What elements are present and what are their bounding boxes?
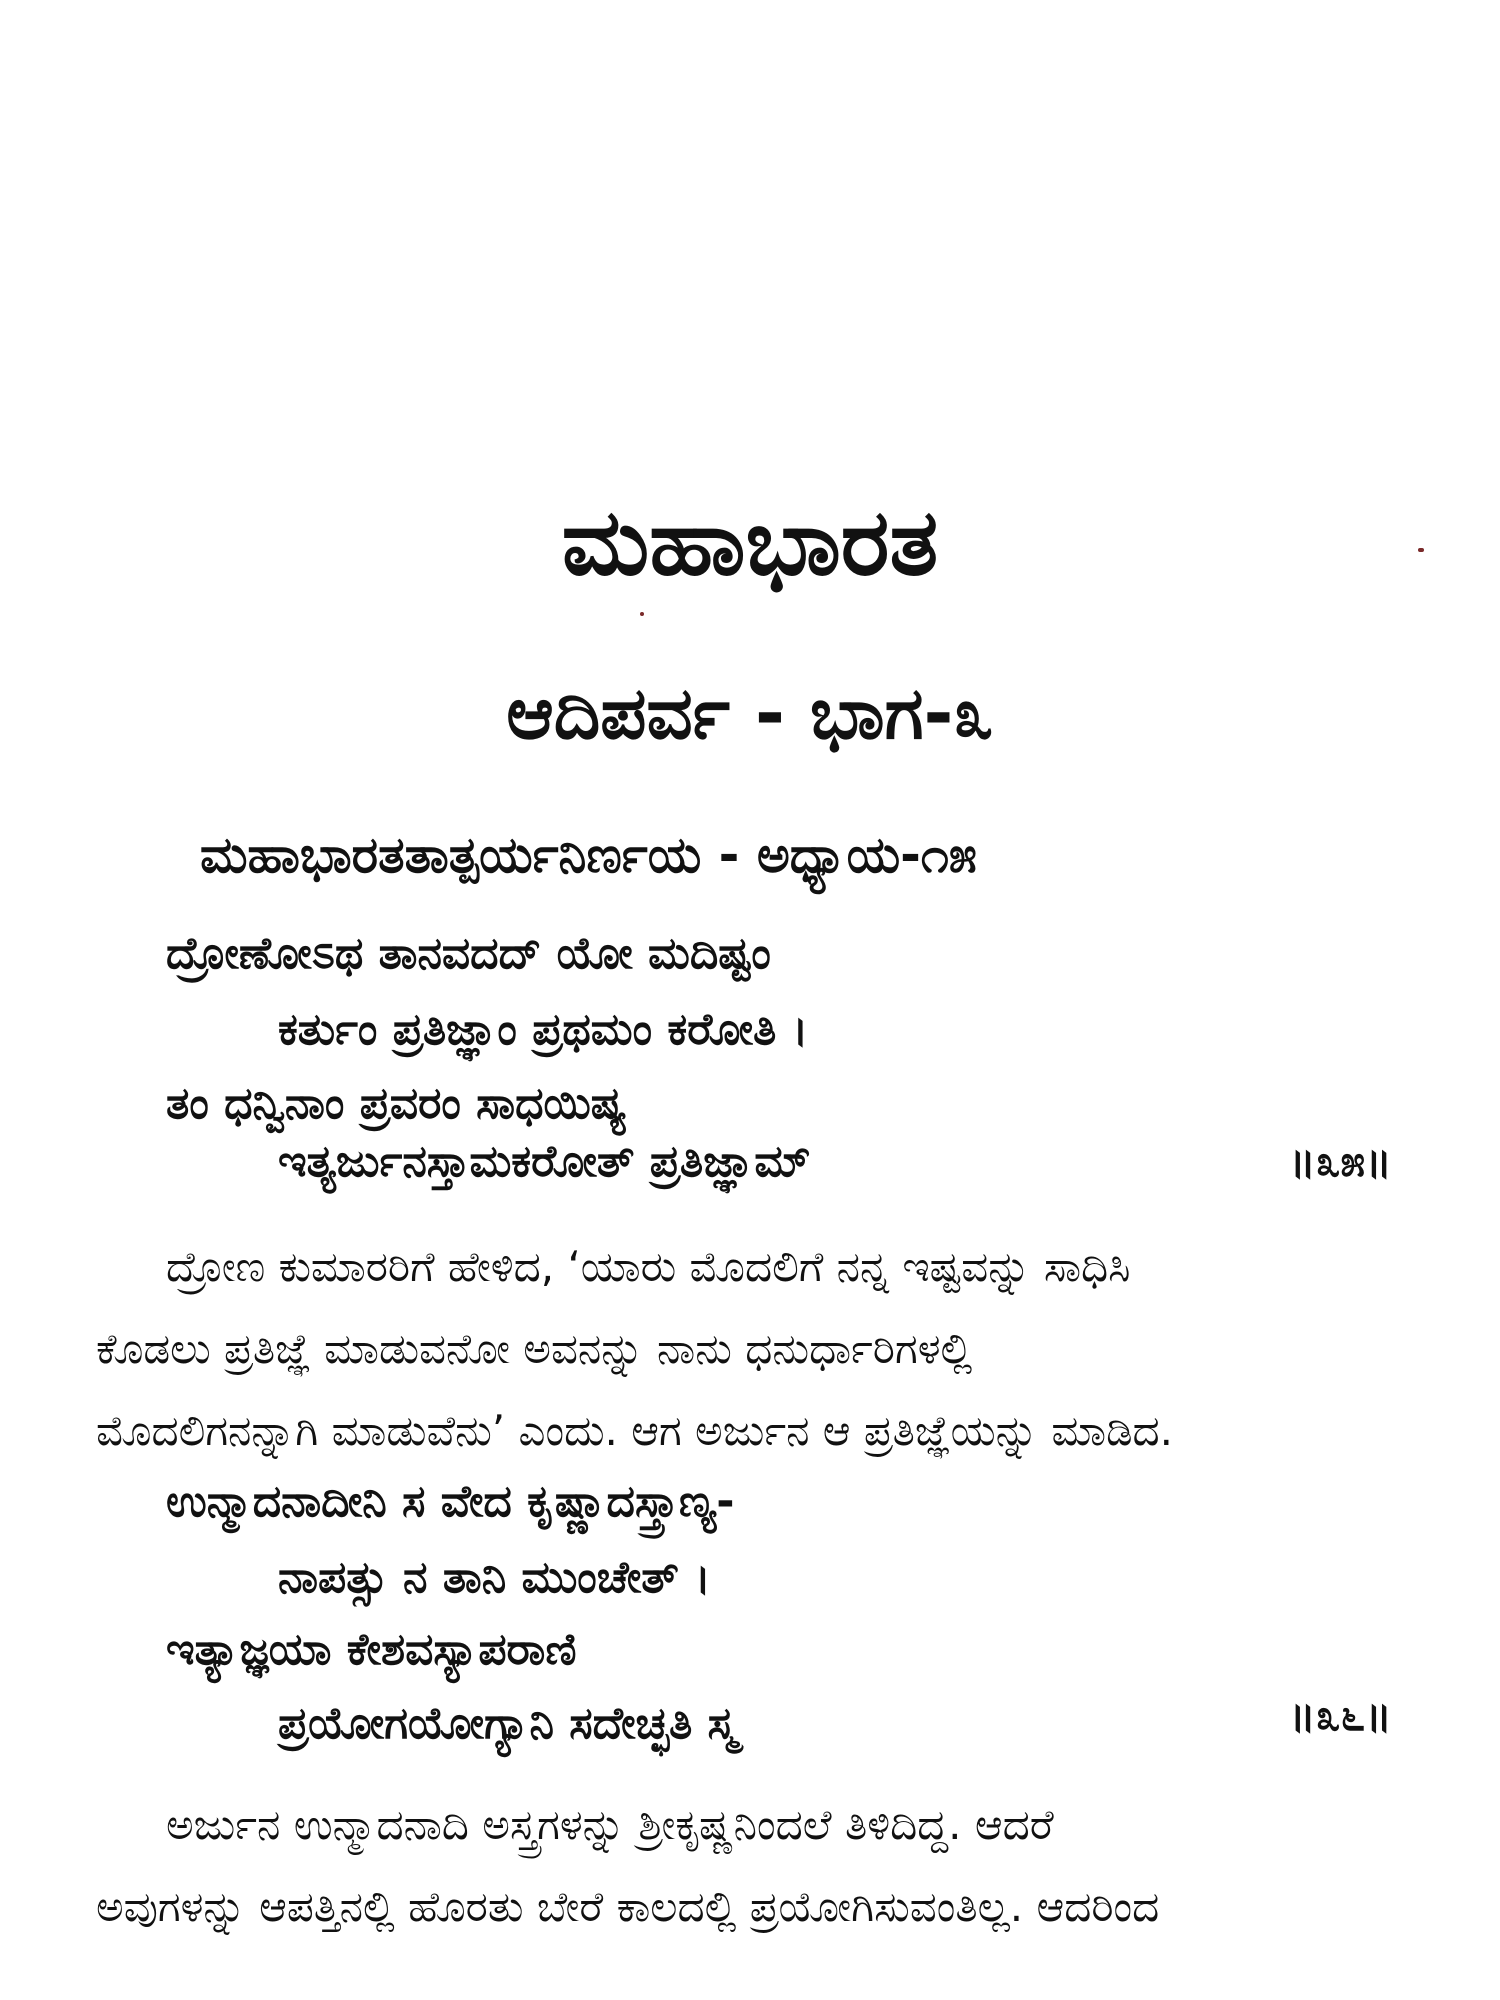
commentary-paragraph (96, 1226, 1406, 1472)
paragraph-line: ದ್ರೋಣ ಕುಮಾರರಿಗೆ ಹೇಳಿದ, ‘ಯಾರು ಮೊದಲಿಗೆ ನನ್ನ ಇಷ್ಟವನ್ನು ಸಾಧಿಸಿ (166, 1242, 1131, 1291)
commentary-paragraph (96, 1784, 1406, 1948)
verse-line: ಉನ್ಮಾದನಾದೀನಿ ಸ ವೇದ ಕೃಷ್ಣಾದಸ್ತ್ರಾಣ್ಯ- (166, 1476, 735, 1527)
verse-line: ತಂ ಧನ್ವಿನಾಂ ಪ್ರವರಂ ಸಾಧಯಿಷ್ಯ (166, 1078, 627, 1129)
paragraph-line: ಮೊದಲಿಗನನ್ನಾಗಿ ಮಾಡುವೆನು’ ಎಂದು. ಆಗ ಅರ್ಜುನ ಆ ಪ್ರತಿಜ್ಞೆಯನ್ನು ಮಾಡಿದ. (96, 1406, 1174, 1455)
ink-speck (640, 612, 644, 616)
verse-line: ಇತ್ಯಾಜ್ಞಯಾ ಕೇಶವಸ್ಯಾಪರಾಣಿ (166, 1624, 577, 1675)
verse-line: ನಾಪತ್ಸು ನ ತಾನಿ ಮುಂಚೇತ್ । (278, 1552, 711, 1603)
verse-number: ॥೩೬॥ (1289, 1690, 1392, 1741)
verse-line: ದ್ರೋಣೋಽಥ ತಾನವದದ್ ಯೋ ಮದಿಷ್ಟಂ (166, 928, 771, 979)
verse-number: ॥೩೫॥ (1289, 1136, 1392, 1187)
verse-line: ಕರ್ತುಂ ಪ್ರತಿಜ್ಞಾಂ ಪ್ರಥಮಂ ಕರೋತಿ । (278, 1004, 809, 1055)
paragraph-line: ಅರ್ಜುನ ಉನ್ಮಾದನಾದಿ ಅಸ್ತ್ರಗಳನ್ನು ಶ್ರೀಕೃಷ್ಣನಿಂದಲೆ ತಿಳಿದಿದ್ದ. ಆದರೆ (166, 1800, 1054, 1849)
verse-line: ಇತ್ಯರ್ಜುನಸ್ತಾಮಕರೋತ್ ಪ್ರತಿಜ್ಞಾಮ್ (278, 1136, 811, 1187)
paragraph-line: ಅವುಗಳನ್ನು ಆಪತ್ತಿನಲ್ಲಿ ಹೊರತು ಬೇರೆ ಕಾಲದಲ್ಲಿ ಪ್ರಯೋಗಿಸುವಂತಿಲ್ಲ. ಆದರಿಂದ (96, 1882, 1160, 1931)
verse-line: ಪ್ರಯೋಗಯೋಗ್ಯಾನಿ ಸದೇಚ್ಛತಿ ಸ್ಮ (278, 1698, 737, 1749)
book-subtitle: ಆದಿಪರ್ವ - ಭಾಗ-೩ (506, 671, 994, 755)
chapter-heading: ಮಹಾಭಾರತತಾತ್ಪರ್ಯನಿರ್ಣಯ - ಅಧ್ಯಾಯ-೧೫ (200, 826, 977, 884)
book-title: ಮಹಾಭಾರತ (561, 489, 939, 596)
paragraph-line: ಕೊಡಲು ಪ್ರತಿಜ್ಞೆ ಮಾಡುವನೋ ಅವನನ್ನು ನಾನು ಧನುರ್ಧಾರಿಗಳಲ್ಲಿ (96, 1324, 973, 1373)
